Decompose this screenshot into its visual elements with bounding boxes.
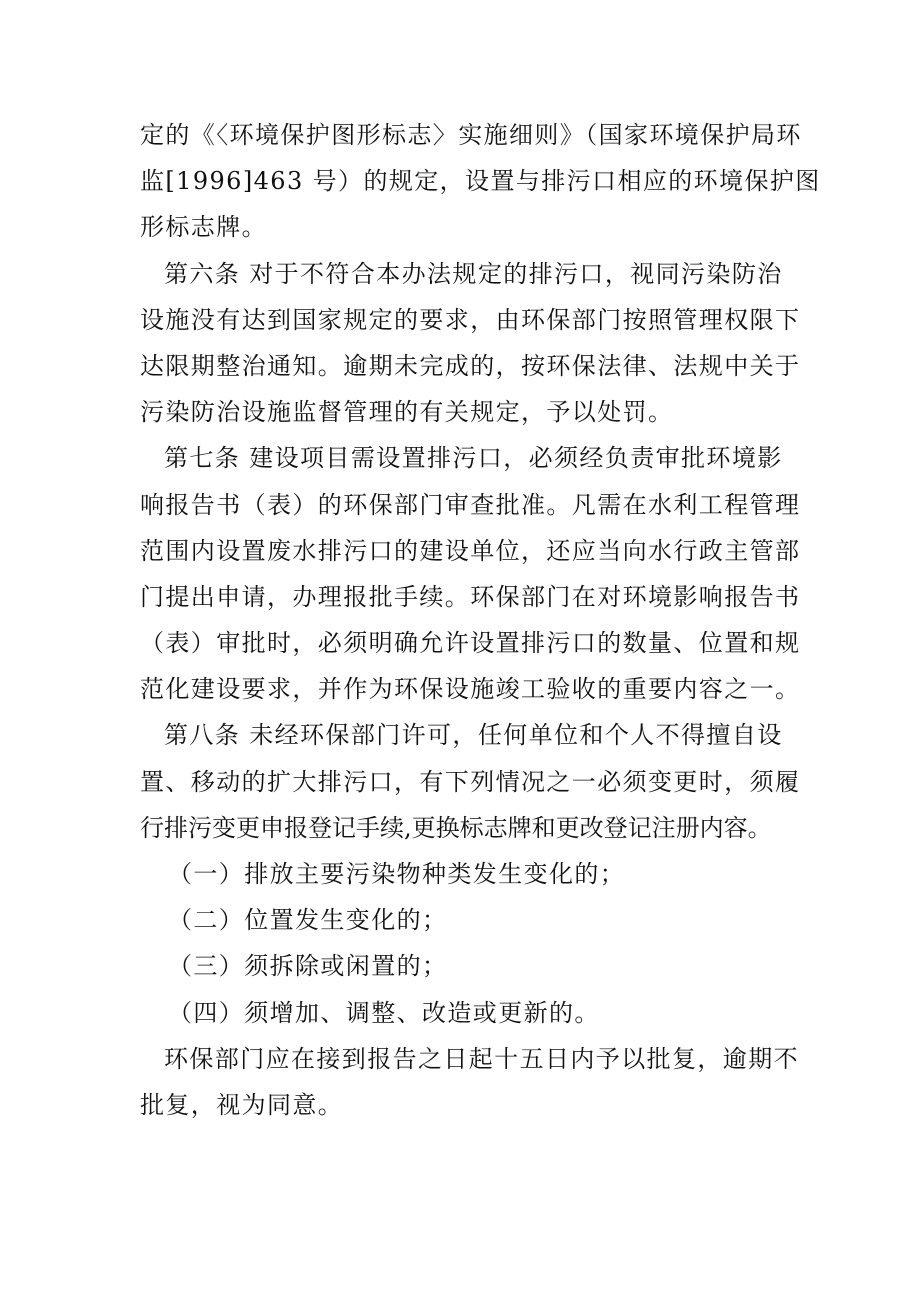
text-line: 定的《〈环境保护图形标志〉实施细则》（国家环境保护局环 xyxy=(140,121,802,149)
article-8-heading-line: 第八条 未经环保部门许可，任何单位和个人不得擅自设 xyxy=(164,721,783,750)
text-line: 范围内设置废水排污口的建设单位，还应当向水行政主管部 xyxy=(140,536,801,565)
list-item-2: （二）位置发生变化的； xyxy=(168,906,448,935)
article-7-heading-line: 第七条 建设项目需设置排污口，必须经负责审批环境影 xyxy=(164,444,783,473)
text-line: 行排污变更申报登记手续,更换标志牌和更改登记注册内容。 xyxy=(140,813,772,842)
text-line: 批复，视为同意。 xyxy=(140,1090,344,1119)
text-line: 监[1996]463 号）的规定，设置与排污口相应的环境保护图 xyxy=(140,167,821,196)
text-line: 范化建设要求，并作为环保设施竣工验收的重要内容之一。 xyxy=(140,675,801,704)
closing-paragraph-line: 环保部门应在接到报告之日起十五日内予以批复，逾期不 xyxy=(164,1044,799,1073)
list-item-4: （四）须增加、调整、改造或更新的。 xyxy=(168,998,600,1027)
article-6-heading-line: 第六条 对于不符合本办法规定的排污口，视同污染防治 xyxy=(164,259,783,288)
document-page xyxy=(140,112,821,1128)
text-line: 形标志牌。 xyxy=(140,213,267,242)
text-line: 门提出申请，办理报批手续。环保部门在对环境影响报告书 xyxy=(140,582,801,611)
text-line: 污染防治设施监督管理的有关规定，予以处罚。 xyxy=(140,398,674,427)
text-line: 设施没有达到国家规定的要求，由环保部门按照管理权限下 xyxy=(140,305,801,334)
list-item-3: （三）须拆除或闲置的； xyxy=(168,952,448,981)
text-line: （表）审批时，必须明确允许设置排污口的数量、位置和规 xyxy=(140,629,801,658)
list-item-1: （一）排放主要污染物种类发生变化的； xyxy=(168,860,626,888)
text-line: 达限期整治通知。逾期未完成的，按环保法律、法规中关于 xyxy=(140,351,801,380)
text-line: 响报告书（表）的环保部门审查批准。凡需在水利工程管理 xyxy=(140,490,801,519)
text-line: 置、移动的扩大排污口，有下列情况之一必须变更时，须履 xyxy=(140,767,801,796)
